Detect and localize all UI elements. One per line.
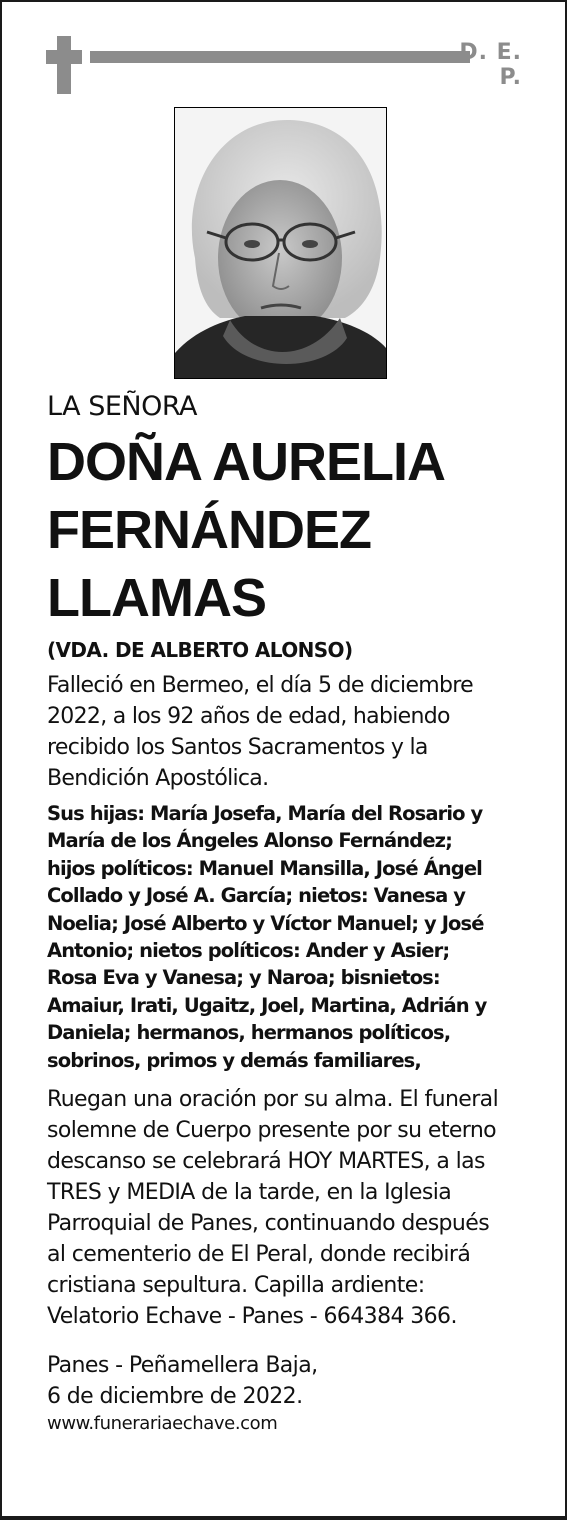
text-line: Parroquial de Panes, continuando después: [47, 1211, 490, 1237]
text-line: Amaiur, Irati, Ugaitz, Joel, Martina, Adrián y: [47, 993, 487, 1017]
text-line: Daniela; hermanos, hermanos políticos,: [47, 1021, 451, 1045]
text-line: al cementerio de El Peral, donde recibirá: [47, 1242, 471, 1268]
funeral-details: [47, 1084, 527, 1332]
portrait-image: [175, 108, 386, 378]
family-list: [47, 800, 527, 1074]
text-line: Noelia; José Alberto y Víctor Manuel; y José: [47, 911, 484, 935]
text-line: recibido los Santos Sacramentos y la: [47, 735, 428, 760]
honorific: LA SEÑORA: [47, 391, 197, 422]
text-line: Falleció en Bermeo, el día 5 de diciembre: [47, 673, 473, 698]
obituary-content: [47, 386, 527, 1436]
text-line: hijos políticos: Manuel Mansilla, José Ángel: [47, 856, 482, 880]
header: [46, 36, 522, 96]
text-line: 2022, a los 92 años de edad, habiendo: [47, 704, 450, 729]
name-line: FERNÁNDEZ: [47, 500, 371, 560]
cross-icon: [57, 36, 71, 94]
text-line: solemne de Cuerpo presente por su eterno: [47, 1118, 497, 1144]
text-line: Velatorio Echave - Panes - 664384 366.: [47, 1304, 457, 1330]
text-line: Rosa Eva y Vanesa; y Naroa; bisnietos:: [47, 966, 440, 990]
cross-icon-arm: [46, 50, 82, 64]
deceased-name: [47, 428, 527, 632]
dep-label: D. E. P.: [459, 40, 522, 90]
text-line: sobrinos, primos y demás familiares,: [47, 1048, 421, 1072]
text-line: 6 de diciembre de 2022.: [47, 1384, 303, 1410]
widow-note: (VDA. DE ALBERTO ALONSO): [47, 638, 353, 662]
text-line: cristiana sepultura. Capilla ardiente:: [47, 1273, 425, 1299]
text-line: Panes - Peñamellera Baja,: [47, 1353, 318, 1379]
name-line: DOÑA AURELIA: [47, 432, 445, 492]
text-line: Ruegan una oración por su alma. El funeral: [47, 1087, 499, 1113]
portrait-photo: [174, 107, 387, 379]
text-line: TRES y MEDIA de la tarde, en la Iglesia: [47, 1180, 452, 1206]
website-link[interactable]: www.funerariaechave.com: [47, 1413, 278, 1435]
text-line: Collado y José A. García; nietos: Vanesa y: [47, 884, 466, 908]
place-date: [47, 1350, 527, 1412]
text-line: Bendición Apostólica.: [47, 766, 269, 791]
text-line: Sus hijas: María Josefa, María del Rosario y: [47, 802, 483, 825]
death-notice: [47, 670, 527, 794]
text-line: descanso se celebrará HOY MARTES, a las: [47, 1149, 485, 1175]
text-line: María de los Ángeles Alonso Fernández;: [47, 829, 452, 853]
name-line: LLAMAS: [47, 568, 266, 628]
header-rule: [90, 51, 470, 63]
text-line: Antonio; nietos políticos: Ander y Asier;: [47, 939, 450, 963]
